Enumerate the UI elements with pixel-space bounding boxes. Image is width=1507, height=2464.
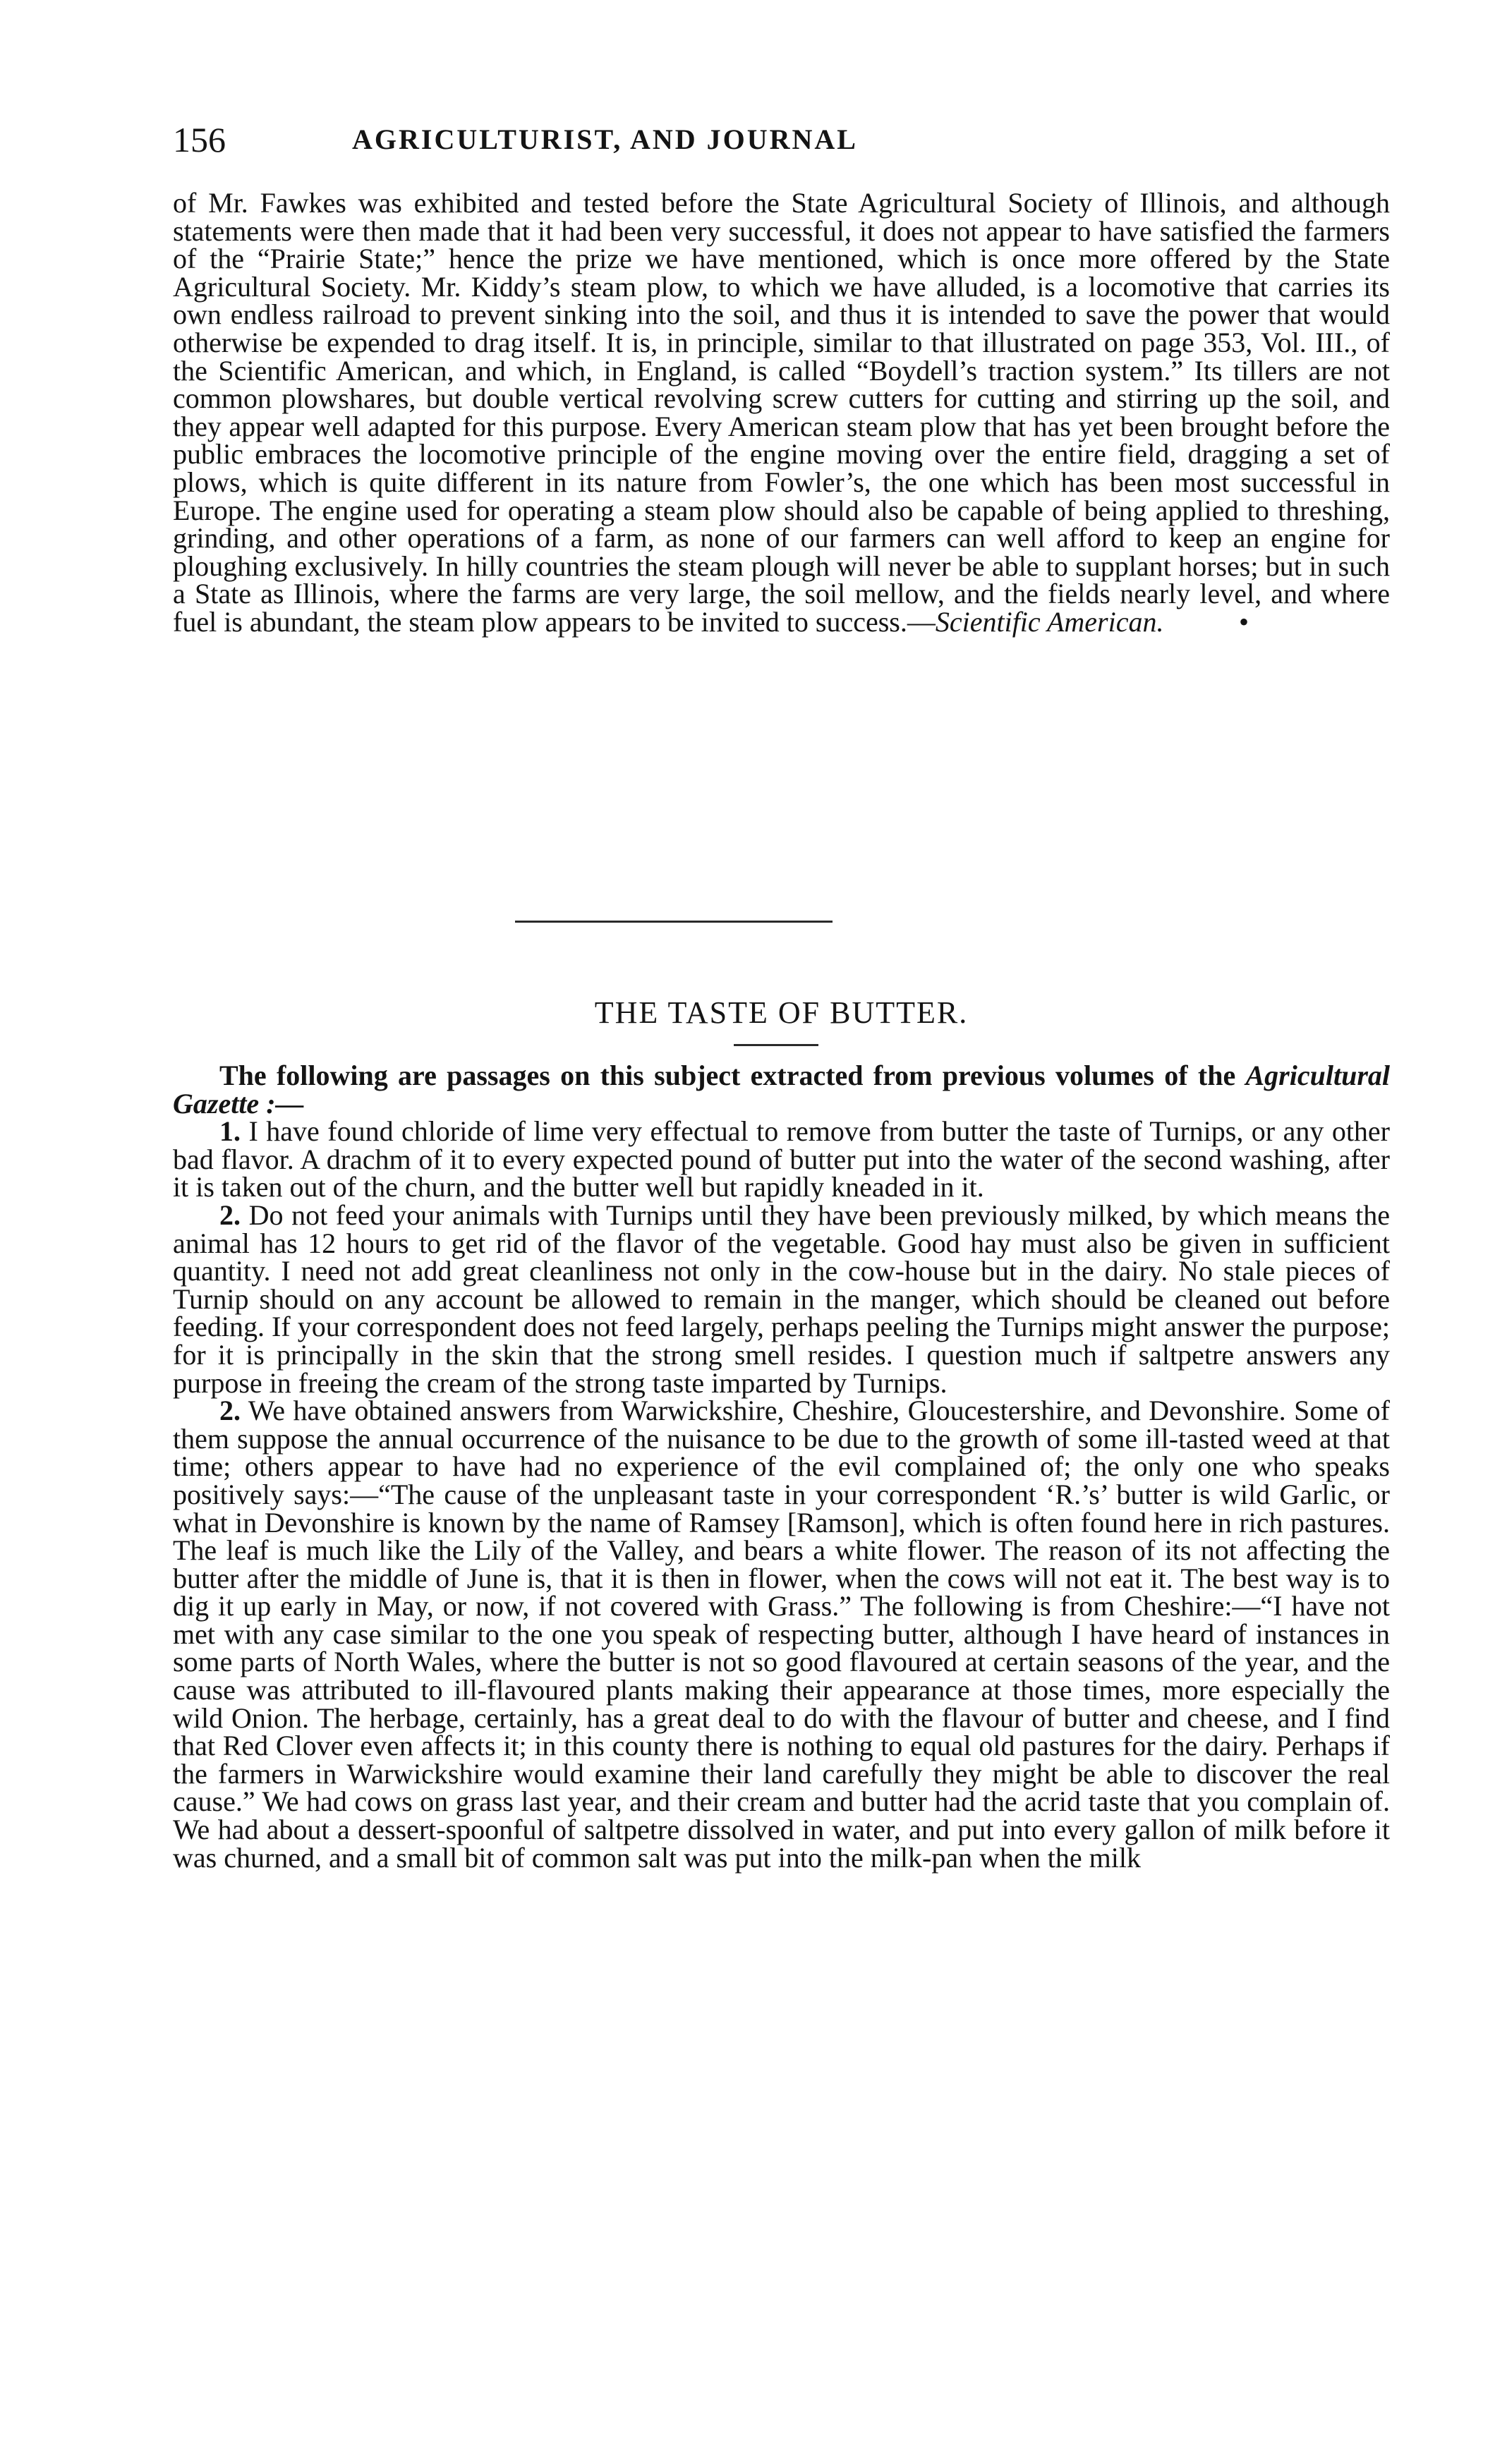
paragraph-number: 2. xyxy=(219,1198,241,1231)
intro-source: Scientific American. xyxy=(935,605,1164,638)
section-separator-rule xyxy=(515,921,833,923)
article-lead-source: Agricultural Gazette :— xyxy=(173,1060,1390,1119)
page-number: 156 xyxy=(173,120,226,159)
end-mark: • xyxy=(1238,605,1249,638)
running-head: AGRICULTURIST, AND JOURNAL xyxy=(351,123,858,155)
title-underline-rule xyxy=(734,1044,818,1046)
intro-paragraph xyxy=(173,189,1390,636)
paragraph-text: We have obtained answers from Warwickshire, Cheshire, Gloucestershire, and Devonshire. Some of them suppose the annual occurrence of the nuisance to be due to the growth of some ill-tasted weed at that time; others appear to have had no experience of the evil complained of; the only one who speaks positively says:—“The cause of the unpleasant taste in your correspondent ‘R.’s’ butter is wild Garlic, or what in Devonshire is known by the name of Ramsey [Ramson], which is often found here in rich pastures. The leaf is much like the Lily of the Valley, and bears a white flower. The reason of its not affecting the butter after the middle of June is, that it is then in flower, when the cows will not eat it. The best way is to dig it up early in May, or now, if not covered with Grass.” The following is from Cheshire:—“I have not met with any case similar to the one you speak of respecting butter, although I have heard of instances in some parts of North Wales, where the butter is not so good flavoured at certain seasons of the year, and the cause was attributed to ill-flavoured plants making their appearance at those times, more especially the wild Onion. The herbage, certainly, has a great deal to do with the flavour of butter and cheese, and I find that Red Clover even affects it; in this county there is nothing to equal old pastures for the dairy. Perhaps if the farmers in Warwickshire would examine their land carefully they might be able to discover the real cause.” We had cows on grass last year, and their cream and butter had the acrid taste that you complain of. We had about a dessert-spoonful of saltpetre dissolved in water, and put into every gallon of milk before it was churned, and a small bit of common salt was put into the milk-pan when the milk xyxy=(173,1395,1390,1874)
article-paragraph-2 xyxy=(173,1198,1390,1399)
article-paragraph-3 xyxy=(173,1395,1390,1874)
paragraph-text: Do not feed your animals with Turnips until they have been previously milked, by which means the animal has 12 hours to get rid of the flavor of the vegetable. Good hay must also be given in sufficient quantity. I need not add great cleanliness not only in the cow-house but in the dairy. No stale pieces of Turnip should on any account be allowed to remain in the manger, which should be cleaned out before feeding. If your correspondent does not feed largely, perhaps peeling the Turnips might answer the purpose; for it is principally in the skin that the strong smell resides. I question much if saltpetre answers any purpose in freeing the cream of the strong taste imparted by Turnips. xyxy=(173,1198,1390,1399)
article-lead-text: The following are passages on this subject extracted from previous volumes of the xyxy=(219,1060,1246,1091)
intro-paragraph-text xyxy=(173,189,1390,636)
paragraph-text: I have found chloride of lime very effectual to remove from butter the taste of Turnips, or any other bad flavor. A drachm of it to every expected pound of butter put into the water of the second washing, after it is taken out of the churn, and the butter well but rapidly kneaded in it. xyxy=(173,1115,1390,1203)
article-paragraph-1 xyxy=(173,1117,1390,1201)
paragraph-number: 1. xyxy=(219,1115,241,1148)
paragraph-number: 2. xyxy=(219,1395,241,1427)
intro-text: of Mr. Fawkes was exhibited and tested before the State Agricultural Society of Illinois, and although statements were then made that it had been very successful, it does not appear to have satisfied the farmers of the “Prairie State;” hence the prize we have mentioned, which is once more offered by the State Agricultural Society. Mr. Kiddy’s steam plow, to which we have alluded, is a locomotive that carries its own endless railroad to prevent sinking into the soil, and thus it is intended to save the power that would otherwise be expended to drag itself. It is, in principle, similar to that illustrated on page 353, Vol. III., of the Scientific American, and which, in England, is called “Boydell’s traction system.” Its tillers are not common plowshares, but double vertical revolving screw cutters for cutting and stirring up the soil, and they appear well adapted for this purpose. Every American steam plow that has yet been brought before the public embraces the locomotive principle of the engine moving over the entire field, dragging a set of plows, which is quite different in its nature from Fowler’s, the one which has been most successful in Europe. The engine used for operating a steam plow should also be capable of being applied to threshing, grinding, and other operations of a farm, as none of our farmers can well afford to keep an engine for ploughing exclusively. In hilly countries the steam plough will never be able to supplant horses; but in such a State as Illinois, where the farms are very large, the soil mellow, and the fields nearly level, and where fuel is abundant, the steam plow appears to be invited to success.— xyxy=(173,187,1390,638)
article-body xyxy=(173,1060,1390,1874)
article-title: THE TASTE OF BUTTER. xyxy=(594,995,969,1030)
article-lead xyxy=(173,1062,1390,1117)
page-header xyxy=(173,119,1037,168)
